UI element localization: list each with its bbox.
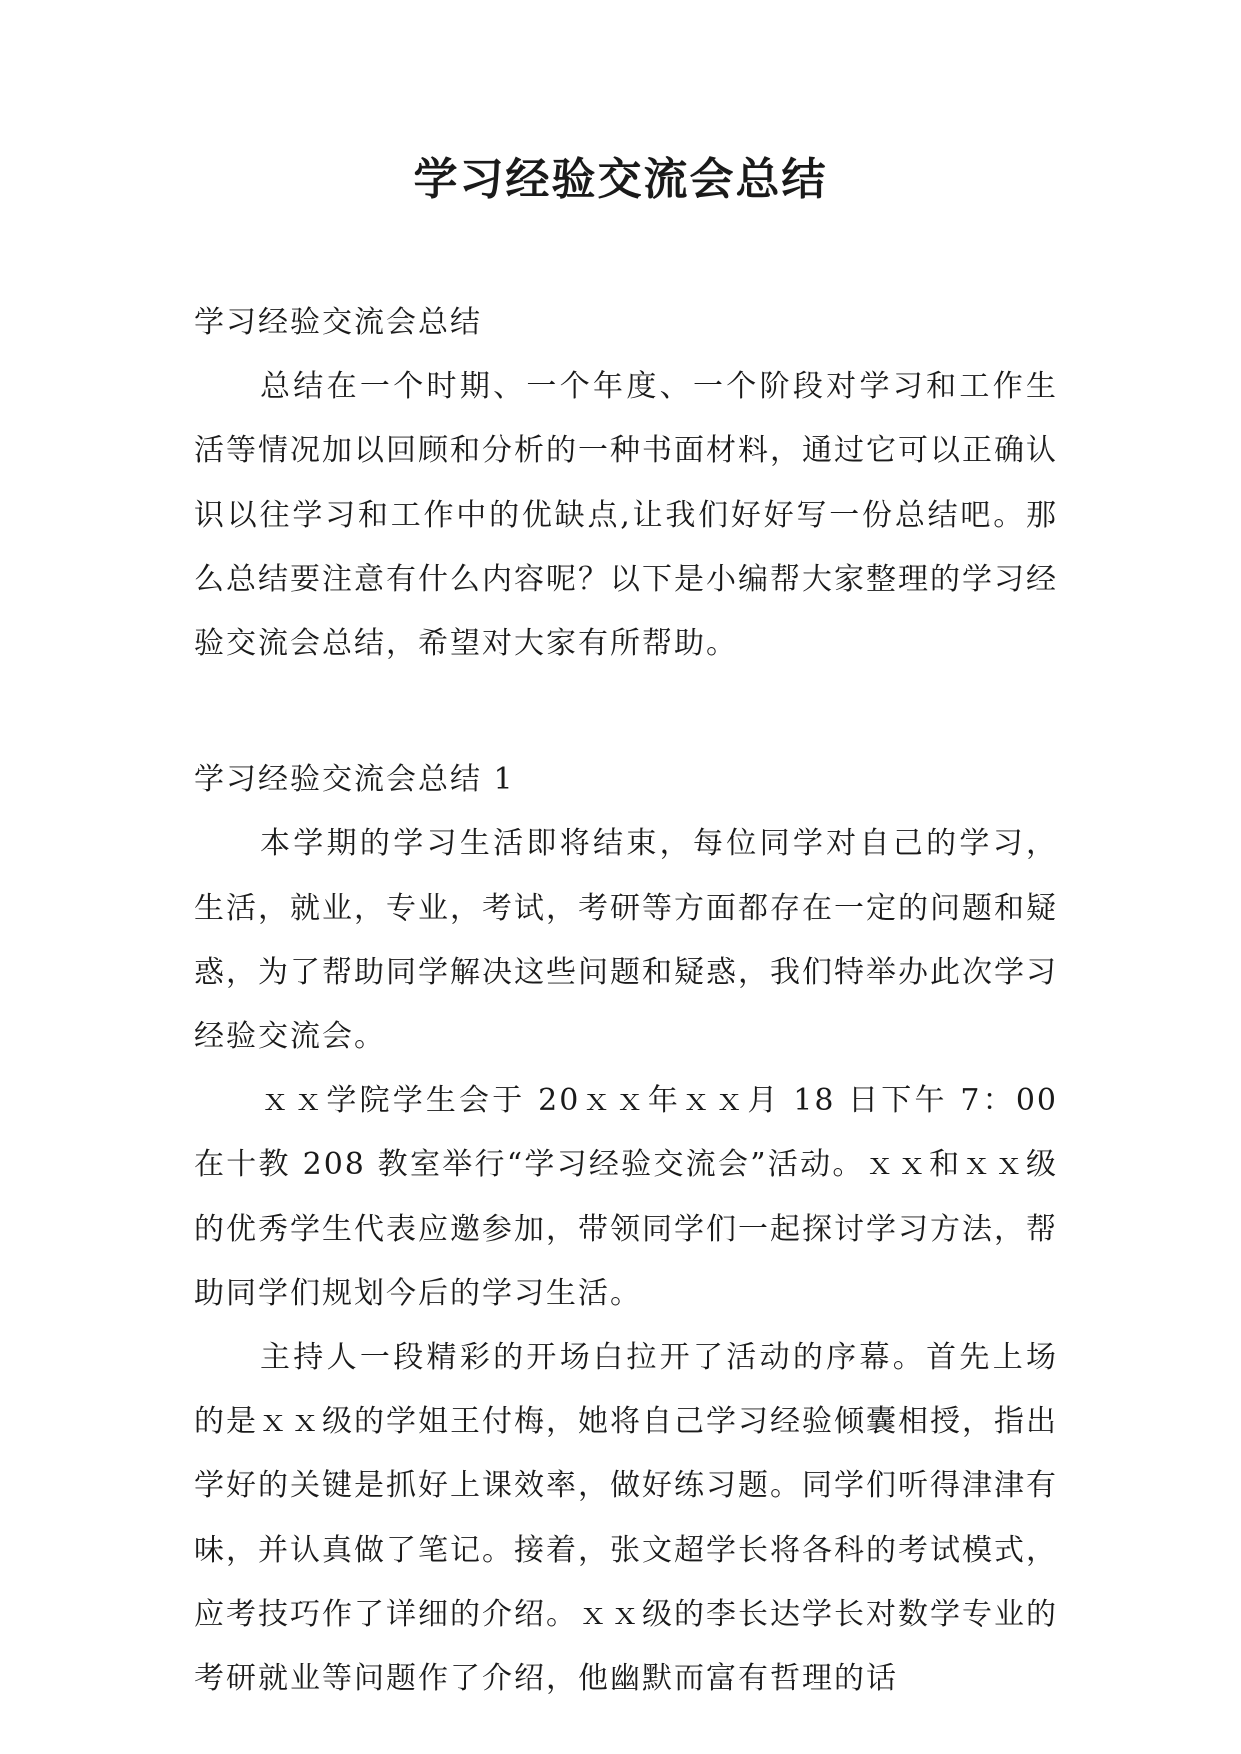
section1-paragraph-1: 本学期的学习生活即将结束，每位同学对自己的学习，生活，就业，专业，考试，考研等方面都存在一定的问题和疑惑，为了帮助同学解决这些问题和疑惑，我们特举办此次学习经验交流会。 [194, 826, 1058, 1055]
intro-heading: 学习经验交流会总结 [194, 305, 482, 340]
document-body [194, 291, 1058, 1711]
intro-paragraph: 总结在一个时期、一个年度、一个阶段对学习和工作生活等情况加以回顾和分析的一种书面材料，通过它可以正确认识以往学习和工作中的优缺点,让我们好好写一份总结吧。那么总结要注意有什么内容呢？以下是小编帮大家整理的学习经验交流会总结，希望对大家有所帮助。 [194, 369, 1058, 662]
document-title: 学习经验交流会总结 [413, 154, 828, 205]
section1-paragraph-2: ｘｘ学院学生会于 20ｘｘ年ｘｘ月 18 日下午 7：00 在十教 208 教室举行“学习经验交流会”活动。ｘｘ和ｘｘ级的优秀学生代表应邀参加，带领同学们一起探讨学习方法，帮助同学们规划今后的学习生活。 [194, 1083, 1058, 1311]
section-spacer [194, 676, 1058, 748]
section1-paragraph-3: 主持人一段精彩的开场白拉开了活动的序幕。首先上场的是ｘｘ级的学姐王付梅，她将自己学习经验倾囊相授，指出学好的关键是抓好上课效率，做好练习题。同学们听得津津有味，并认真做了笔记。接着，张文超学长将各科的考试模式，应考技巧作了详细的介绍。ｘｘ级的李长达学长对数学专业的考研就业等问题作了介绍，他幽默而富有哲理的话 [194, 1340, 1058, 1697]
section1-heading: 学习经验交流会总结 1 [194, 762, 515, 798]
